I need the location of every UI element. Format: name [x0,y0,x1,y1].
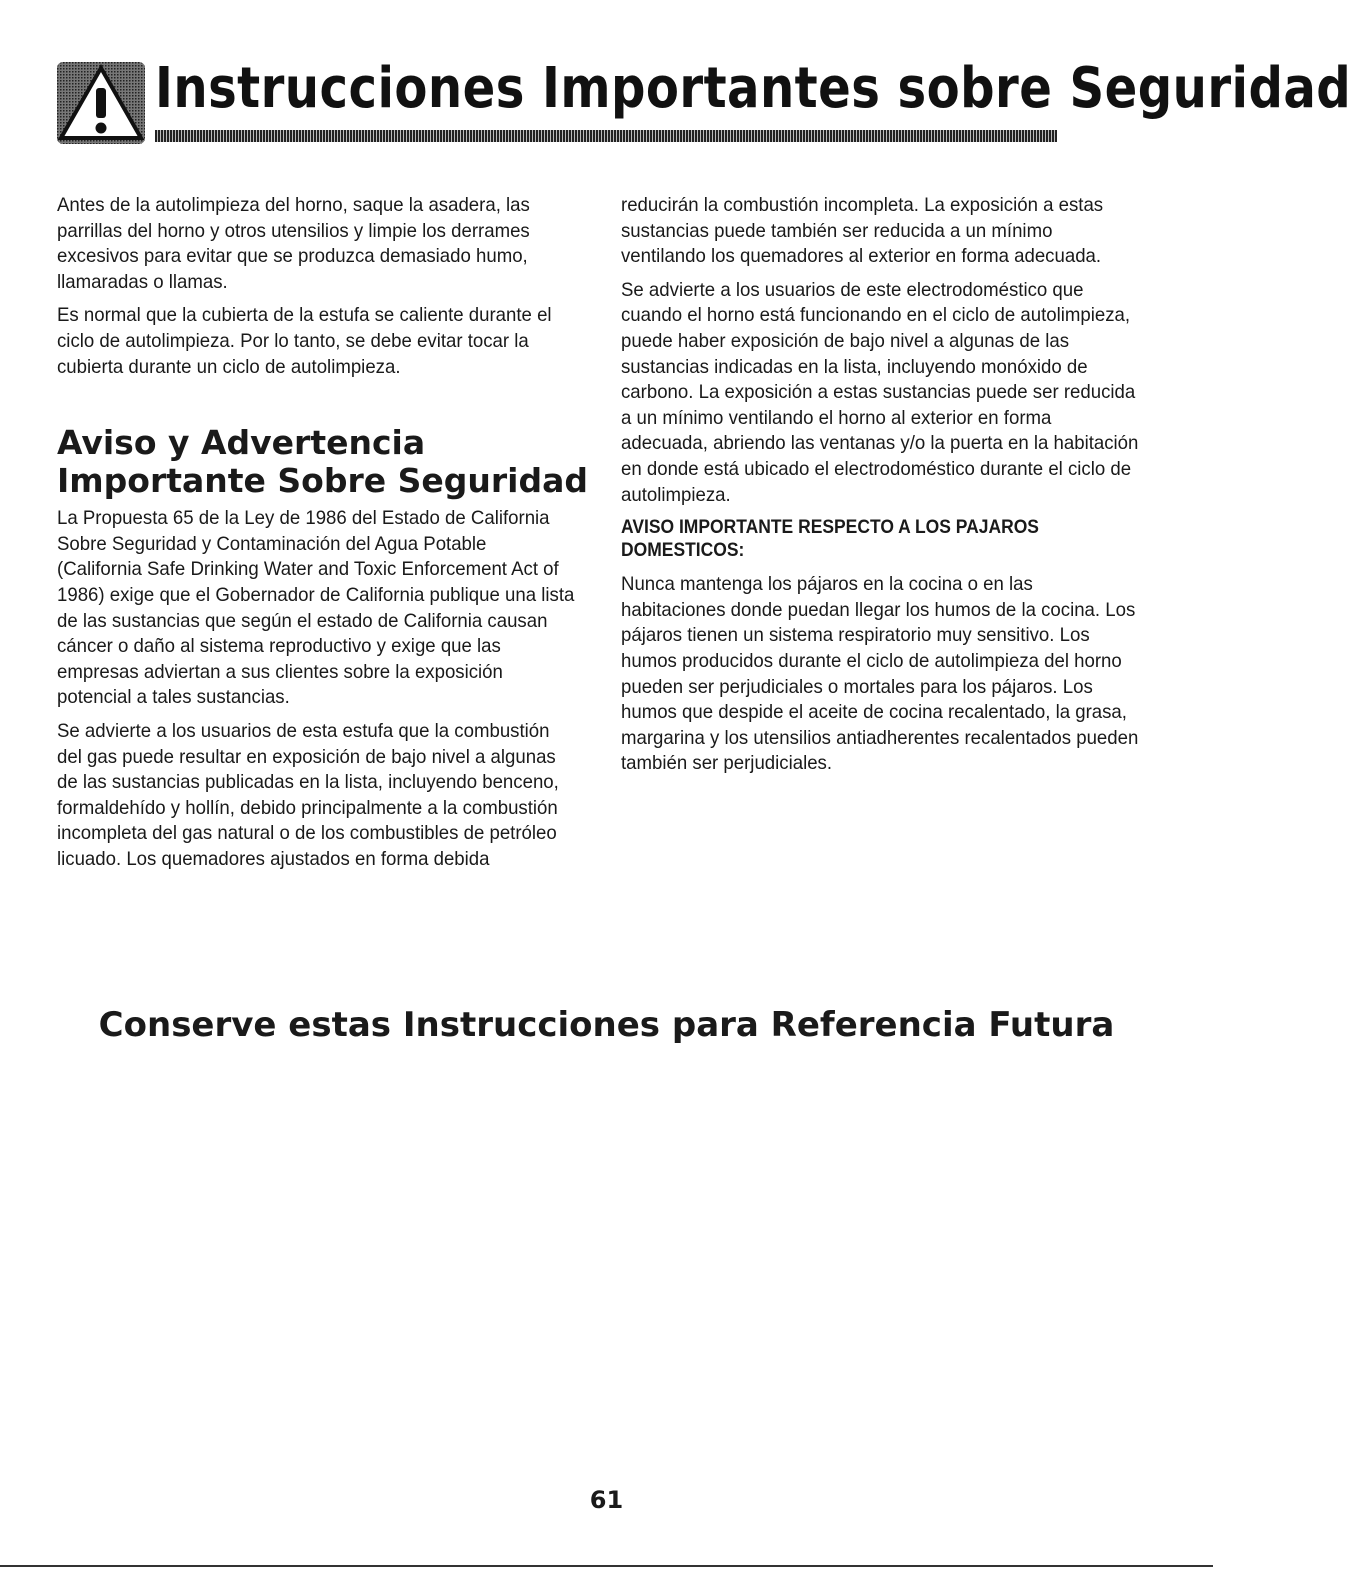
footer-rule [0,1565,1213,1567]
paragraph-oven-exposure: Se advierte a los usuarios de este electrodoméstico que cuando el horno está funcionando en el ciclo de autolimpieza, puede haber exposición de bajo nivel a algunas de las sustancias indicadas en la lista, incluyendo monóxido de carbono. La exposición a estas sustancias puede ser reducida a un mínimo ventilando el horno al exterior en forma adecuada, abriendo las ventanas y/o la puerta en la habitación en donde está ubicado el electrodoméstico durante el ciclo de autolimpieza. [621,279,1139,506]
warning-triangle-icon [57,62,145,144]
paragraph-gas-combustion: Se advierte a los usuarios de esta estufa que la combustión del gas puede resultar en exposición de bajo nivel a algunas de las sustancias publicadas en la lista, incluyendo benceno, formaldehído y hollín, debido principalmente a la combustión incompleta del gas natural o de los combustibles de petróleo licuado. Los quemadores ajustados en forma debida [57,720,559,870]
page-header [57,56,1351,148]
paragraph-continued: reducirán la combustión incompleta. La exposición a estas sustancias puede también ser reducida a un mínimo ventilando los quemadores al exterior en forma adecuada. [621,195,1104,268]
page-title: Instrucciones Importantes sobre Seguridad [155,56,1351,121]
title-underline [155,130,1057,142]
conserve-instructions-heading: Conserve estas Instrucciones para Referencia Futura [98,1005,1115,1045]
page-number: 61 [589,1486,624,1514]
paragraph-remove-racks: Antes de la autolimpieza del horno, saque la asadera, las parrillas del horno y otros utensilios y limpie los derrames excesivos para evitar que se produzca demasiado humo, llamaradas o llamas. [57,195,530,293]
paragraph-proposition-65: La Propuesta 65 de la Ley de 1986 del Estado de California Sobre Seguridad y Contaminación del Agua Potable (California Safe Drinking Water and Toxic Enforcement Act of 1986) exige que el Gobernador de California publique una lista de las sustancias que según el estado de California causan cáncer o daño al sistema reproductivo y exige que las empresas adviertan a sus clientes sobre la exposición potencial a tales sustancias. [57,508,575,709]
paragraph-cooktop-hot: Es normal que la cubierta de la estufa se caliente durante el ciclo de autolimpieza. Por lo tanto, se debe evitar tocar la cubierta durante un ciclo de autolimpieza. [57,305,552,378]
section-heading [57,424,592,500]
left-column [57,193,592,880]
section-heading-line2: Importante Sobre Seguridad [57,461,588,501]
section-heading-line1: Aviso y Advertencia [57,423,426,463]
right-column [621,193,1156,785]
birds-subheading: AVISO IMPORTANTE RESPECTO A LOS PAJAROS DOMESTICOS: [621,517,1039,562]
paragraph-birds: Nunca mantenga los pájaros en la cocina o en las habitaciones donde puedan llegar los humos de la cocina. Los pájaros tienen un sistema respiratorio muy sensitivo. Los humos producidos durante el ciclo de autolimpieza del horno pueden ser perjudiciales o mortales para los pájaros. Los humos que despide el aceite de cocina recalentado, la grasa, margarina y los utensilios antiadherentes recalentados pueden también ser perjudiciales. [621,574,1139,775]
